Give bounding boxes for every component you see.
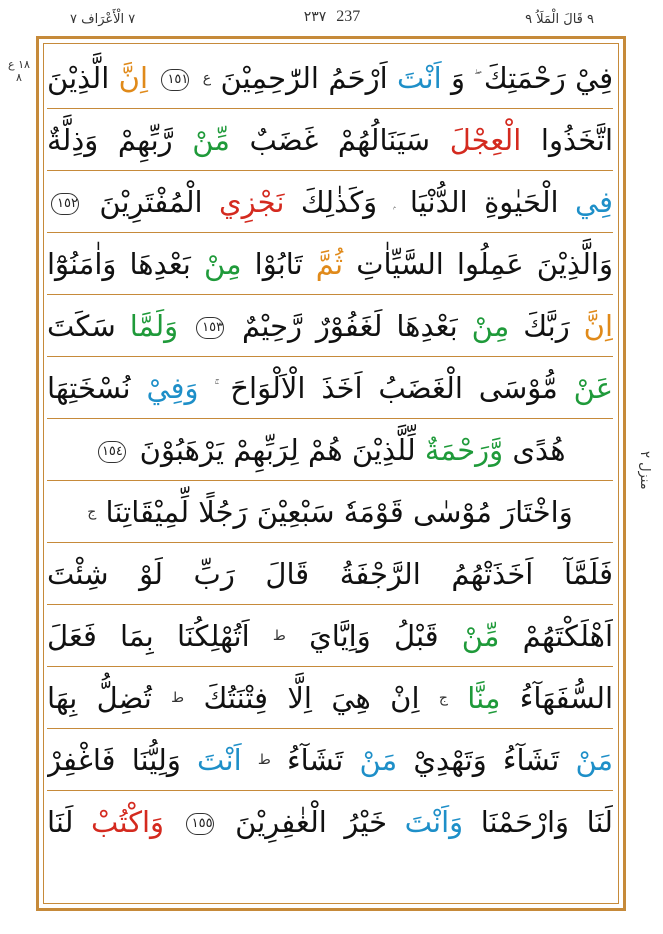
verse-word: قَالَ رَبِّ لَوْ شِئْتَ: [47, 557, 310, 591]
verse-word: تَشَآءُ وَتَهْدِيْ: [413, 743, 560, 777]
text-line: [47, 791, 613, 853]
verse-word: عَنْ: [573, 371, 613, 405]
verse-word: نَجْزِي: [218, 185, 285, 219]
verse-word: مِّنْ: [461, 619, 500, 653]
verse-word: قَبْلُ: [393, 619, 439, 653]
verse-word: مُّوْسَى الْغَضَبُ اَخَذَ الْاَلْوَاحَ: [230, 371, 558, 405]
verse-word: فَلَمَّآ: [563, 557, 613, 591]
verse-word: مِنْ: [203, 247, 242, 281]
verse-word: خَيْرُ الْغٰفِرِيْنَ: [235, 805, 388, 839]
verse-word: اتَّخَذُوا: [540, 123, 613, 157]
verse-word: سَيَنَالُهُمْ غَضَبٌ: [249, 123, 431, 157]
text-line: [47, 109, 613, 171]
verse-word: وَفِيْ: [146, 371, 199, 405]
text-line: [47, 481, 613, 543]
verse-word: لَنَا: [47, 805, 74, 839]
ayah-number-marker: ١٥٣: [196, 317, 224, 339]
verse-word: وَ: [451, 61, 466, 95]
verse-word: لِّلَّذِيْنَ هُمْ لِرَبِّهِمْ يَرْهَبُوْنَ: [139, 433, 416, 467]
verse-word: اَهْلَكْتَهُمْ: [522, 619, 613, 653]
text-line: [47, 605, 613, 667]
verse-word: اَرْحَمُ الرّٰحِمِيْنَ: [220, 61, 388, 95]
text-line: [47, 543, 613, 605]
verse-word: هُدًى: [512, 433, 566, 467]
verse-word: اِنَّ: [118, 61, 149, 95]
verse-word: فِيْ رَحْمَتِكَ: [483, 61, 613, 95]
verse-word: رَبَّكَ: [523, 309, 570, 343]
verse-word: اَخَذَتْهُمُ الرَّجْفَةُ: [339, 557, 534, 591]
verse-word: وَاكْتُبْ: [90, 805, 165, 839]
ayah-number-marker: ١٥٥: [186, 813, 214, 835]
text-line: [47, 667, 613, 729]
verse-word: وَلَمَّا: [129, 309, 179, 343]
verse-word: مِنْ: [471, 309, 510, 343]
page-number-arabic: ٢٣٧: [303, 9, 327, 25]
verse-word: السُّفَهَآءُ: [519, 681, 613, 715]
verse-word: وَلِيُّنَا فَاغْفِرْ: [47, 743, 181, 777]
verse-word: مِّنْ: [192, 123, 230, 157]
waqf-sign: ط: [257, 752, 271, 768]
verse-word: اَنْتَ: [197, 743, 242, 777]
page-number-latin: 237: [336, 8, 361, 25]
text-line: [47, 419, 613, 481]
ruku-marker: ١٨ ع ٨: [8, 58, 30, 84]
ayah-number-marker: ١٥٢: [51, 193, 79, 215]
verse-word: اَنْتَ: [397, 61, 442, 95]
verse-word: وَاِيَّايَ: [309, 619, 371, 653]
text-line: [47, 357, 613, 419]
verse-word: رَّبِّهِمْ وَذِلَّةٌ: [47, 123, 173, 157]
text-line: [47, 729, 613, 791]
waqf-sign: ج: [87, 504, 97, 520]
waqf-sign: ط: [171, 690, 185, 706]
verse-word: ثُمَّ: [315, 247, 344, 281]
waqf-sign: ط: [272, 628, 286, 644]
verse-word: الَّذِيْنَ: [47, 61, 110, 95]
verse-word: تَشَآءُ: [286, 743, 344, 777]
verse-word: بَعْدِهَا وَاٰمَنُوْٓا: [47, 247, 191, 281]
waqf-sign: ج: [438, 690, 448, 706]
waqf-sign: ع: [202, 70, 212, 86]
verse-word: وَّرَحْمَةٌ: [424, 433, 504, 467]
verse-word: لَنَا وَارْحَمْنَا: [480, 805, 613, 839]
verse-word: وَكَذٰلِكَ: [300, 185, 378, 219]
verse-word: مَنْ: [359, 743, 398, 777]
verse-word: تَابُوْا: [254, 247, 303, 281]
manzil-marker: منزل ٢: [637, 450, 652, 490]
verse-word: اِنْ هِيَ اِلَّا فِتْنَتُكَ: [203, 681, 420, 715]
verse-word: اَتُهْلِكُنَا بِمَا فَعَلَ: [47, 619, 250, 653]
ayah-number-marker: ١٥٤: [98, 441, 126, 463]
verse-word: الْعِجْلَ: [449, 123, 522, 157]
verse-word: وَاَنْتَ: [404, 805, 464, 839]
page-number: [272, 8, 392, 26]
verse-word: مِنَّا: [467, 681, 501, 715]
text-line: [47, 295, 613, 357]
verse-word: نُسْخَتِهَا: [47, 371, 131, 405]
text-line: [47, 233, 613, 295]
verse-word: بَعْدِهَا لَغَفُوْرٌ رَّحِيْمٌ: [242, 309, 458, 343]
ayah-number-marker: ١٥١: [161, 69, 189, 91]
verse-word: الْحَيٰوةِ الدُّنْيَا: [409, 185, 559, 219]
verse-word: تُضِلُّ بِهَا: [47, 681, 152, 715]
verse-word: سَكَتَ: [47, 309, 116, 343]
verse-word: وَاخْتَارَ مُوْسٰى قَوْمَهٗ سَبْعِيْنَ رَجُلًا لِّمِيْقَاتِنَا: [105, 495, 573, 529]
verse-word: فِي: [574, 185, 613, 219]
verse-word: اِنَّ: [583, 309, 613, 343]
page-header: [36, 8, 628, 36]
text-line: [47, 47, 613, 109]
surah-reference: ٧ الْأَعْرَاف ٧: [70, 12, 136, 27]
juz-reference: ٩ قَالَ الْمَلَاُ ٩: [525, 12, 594, 27]
verse-word: وَالَّذِيْنَ عَمِلُوا السَّيِّاٰتِ: [356, 247, 613, 281]
page-frame: [36, 36, 626, 911]
verse-word: الْمُفْتَرِيْنَ: [99, 185, 203, 219]
verse-word: مَنْ: [575, 743, 613, 777]
text-line: [47, 171, 613, 233]
